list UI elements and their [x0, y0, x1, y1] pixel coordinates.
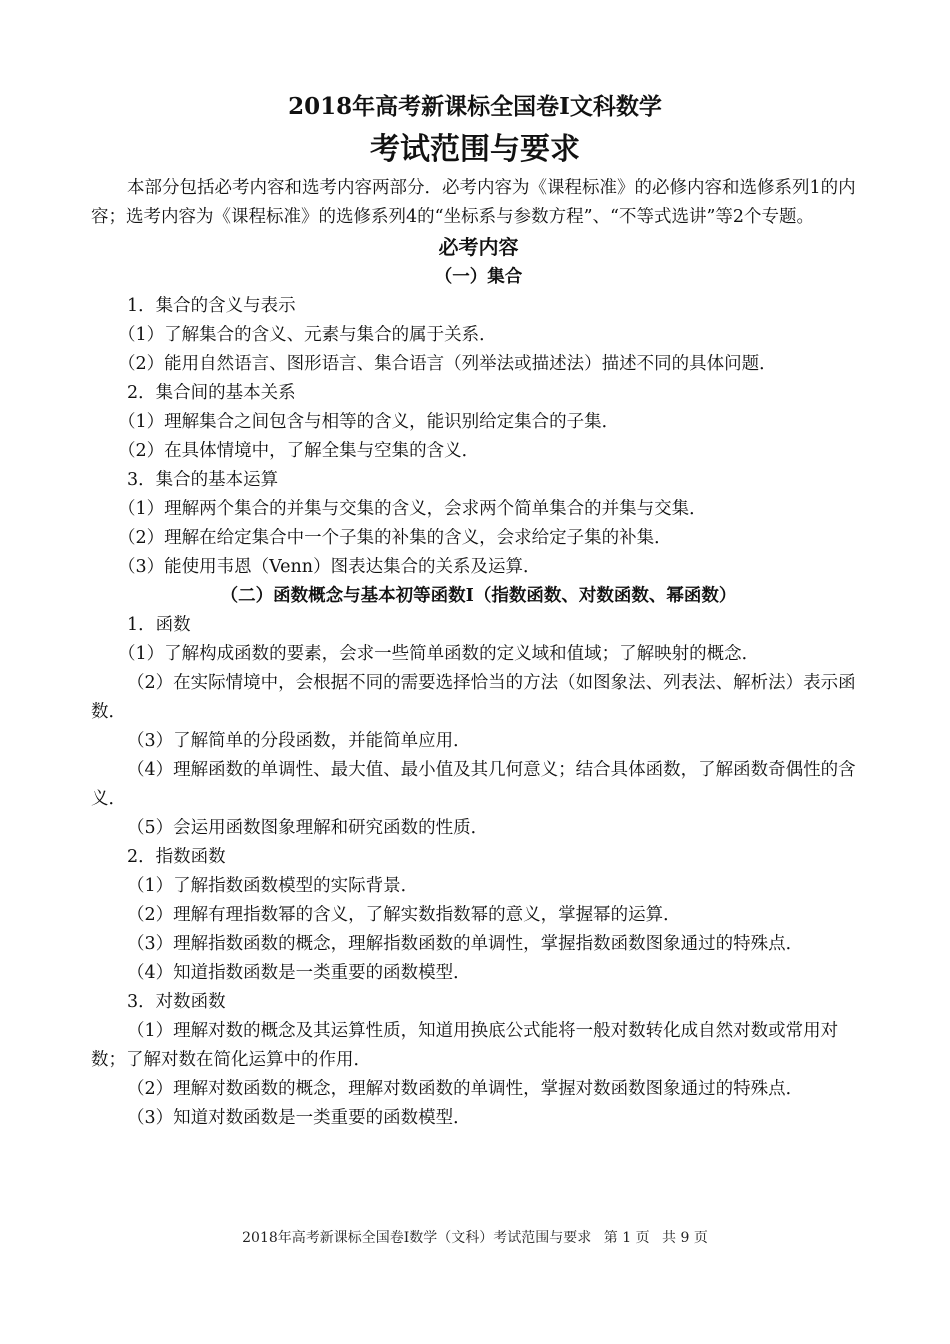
part2-item: （3）了解简单的分段函数，并能简单应用．: [127, 731, 471, 751]
document-subtitle: 考试范围与要求: [370, 132, 580, 167]
part2-item: （4）理解函数的单调性、最大值、最小值及其几何意义；结合具体函数，了解函数奇偶性的含义．: [91, 760, 856, 809]
part2-item: （1）理解对数的概念及其运算性质，知道用换底公式能将一般对数转化成自然对数或常用对数；了解对数在简化运算中的作用．: [91, 1021, 839, 1070]
part2-item: （2）在实际情境中，会根据不同的需要选择恰当的方法（如图象法、列表法、解析法）表示函数．: [91, 673, 856, 722]
part1-item: （3）能使用韦恩（Venn）图表达集合的关系及运算．: [118, 557, 541, 577]
part1-item: （2）理解在给定集合中一个子集的补集的含义，会求给定子集的补集．: [118, 528, 672, 548]
part2-topic-3: 3．对数函数: [127, 992, 226, 1012]
part2-heading: （二）函数概念与基本初等函数Ⅰ（指数函数、对数函数、幂函数）: [220, 586, 737, 606]
part2-topic-2: 2．指数函数: [127, 847, 226, 867]
part1-item: （1）理解两个集合的并集与交集的含义，会求两个简单集合的并集与交集．: [118, 499, 707, 519]
part2-item: （1）了解指数函数模型的实际背景．: [127, 876, 419, 896]
part1-item: （1）理解集合之间包含与相等的含义，能识别给定集合的子集．: [118, 412, 620, 432]
part2-item: （1）了解构成函数的要素，会求一些简单函数的定义域和值域；了解映射的概念．: [118, 644, 760, 664]
part2-item: （3）理解指数函数的概念，理解指数函数的单调性，掌握指数函数图象通过的特殊点．: [127, 934, 804, 954]
part1-topic-2: 2．集合间的基本关系: [127, 383, 296, 403]
part1-item: （2）能用自然语言、图形语言、集合语言（列举法或描述法）描述不同的具体问题．: [118, 354, 777, 374]
page-footer: [0, 1228, 950, 1248]
footer-page-number: 第 1 页: [603, 1230, 650, 1246]
document-title: 2018年高考新课标全国卷Ⅰ文科数学: [288, 93, 662, 120]
part2-item: （2）理解有理指数幂的含义，了解实数指数幂的意义，掌握幂的运算．: [127, 905, 681, 925]
document-body: [91, 174, 866, 1133]
part1-heading: （一）集合: [434, 267, 523, 287]
part1-topic-1: 1．集合的含义与表示: [127, 296, 296, 316]
footer-total-pages: 共 9 页: [662, 1230, 708, 1246]
part2-item: （2）理解对数函数的概念，理解对数函数的单调性，掌握对数函数图象通过的特殊点．: [127, 1079, 804, 1099]
part1-topic-3: 3．集合的基本运算: [127, 470, 279, 490]
part1-item: （1）了解集合的含义、元素与集合的属于关系．: [118, 325, 497, 345]
footer-title: 2018年高考新课标全国卷Ⅰ数学（文科）考试范围与要求: [242, 1230, 592, 1246]
part2-item: （3）知道对数函数是一类重要的函数模型．: [127, 1108, 471, 1128]
section-heading-required: 必考内容: [438, 235, 519, 259]
intro-paragraph: 本部分包括必考内容和选考内容两部分．必考内容为《课程标准》的必修内容和选修系列1的内容；选考内容为《课程标准》的选修系列4的“坐标系与参数方程”、“不等式选讲”等2个专题。: [91, 178, 856, 227]
part2-topic-1: 1．函数: [127, 615, 191, 635]
part2-item: （4）知道指数函数是一类重要的函数模型．: [127, 963, 471, 983]
part2-item: （5）会运用函数图象理解和研究函数的性质．: [127, 818, 489, 838]
part1-item: （2）在具体情境中，了解全集与空集的含义．: [118, 441, 480, 461]
